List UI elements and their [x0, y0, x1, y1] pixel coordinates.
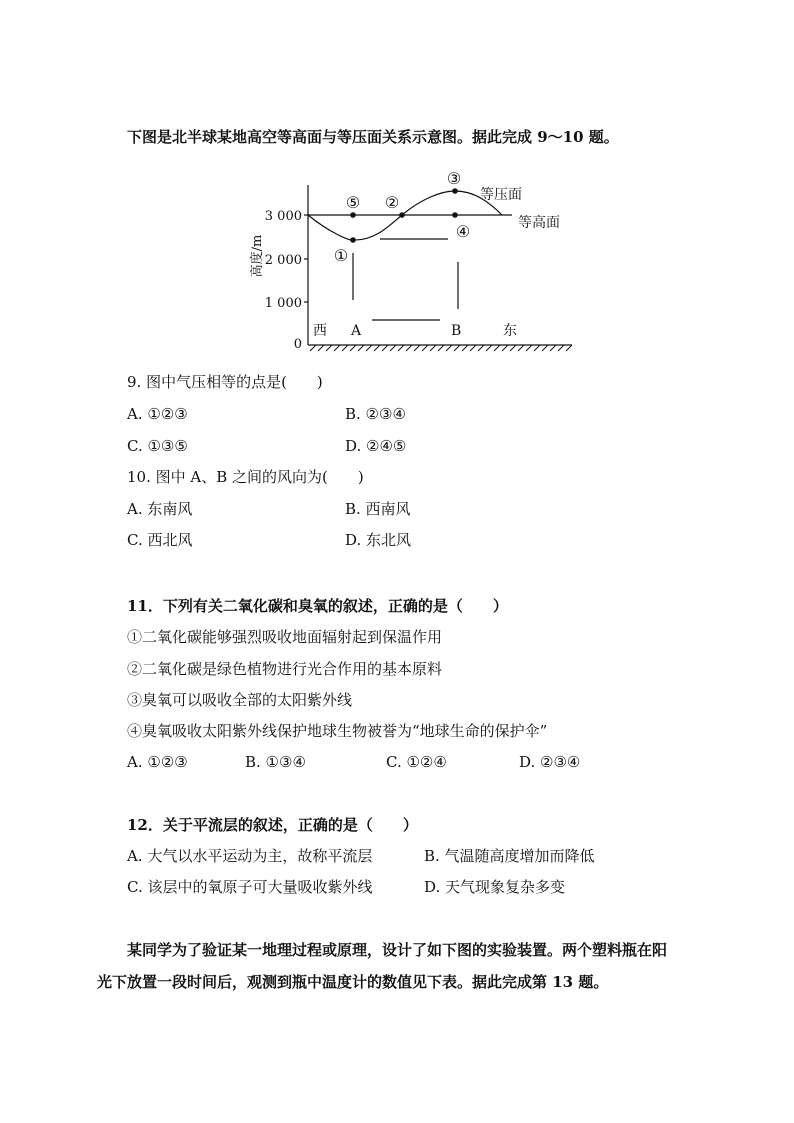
question-12-option-b: B. 气温随高度增加而降低	[424, 847, 595, 865]
point-b-label: B	[451, 323, 462, 339]
isobaric-surface-label: 等压面	[480, 187, 522, 203]
west-label: 西	[313, 323, 327, 339]
marker-1-label: ①	[333, 246, 349, 265]
question-11-option-c: C. ①②④	[386, 753, 447, 771]
question-12-option-a: A. 大气以水平运动为主，故称平流层	[127, 847, 373, 865]
intro-text: 下图是北半球某地高空等高面与等压面关系示意图。据此完成 9～10 题。	[127, 128, 619, 146]
tick-label-1000: 1 000	[264, 296, 302, 311]
tick-label-0: 0	[293, 337, 302, 352]
question-9-stem: 9. 图中气压相等的点是( )	[127, 373, 323, 391]
question-9-option-d: D. ②④⑤	[345, 437, 407, 455]
question-9-option-c: C. ①③⑤	[127, 437, 188, 455]
isobaric-surface-diagram	[240, 165, 590, 360]
question-11-statement-4: ④臭氧吸收太阳紫外线保护地球生物被誉为“地球生命的保护伞”	[127, 722, 548, 740]
question-11-option-a: A. ①②③	[127, 753, 188, 771]
dot-marker-2	[399, 212, 405, 218]
question-11-statement-1: ①二氧化碳能够强烈吸收地面辐射起到保温作用	[127, 628, 443, 646]
question-11-option-b: B. ①③④	[245, 753, 306, 771]
marker-2-label: ②	[384, 193, 400, 212]
east-label: 东	[503, 323, 517, 339]
marker-4-label: ④	[455, 222, 471, 241]
question-12-option-d: D. 天气现象复杂多变	[424, 878, 566, 896]
tick-label-2000: 2 000	[264, 253, 302, 268]
question-11-statement-3: ③臭氧可以吸收全部的太阳紫外线	[127, 691, 353, 709]
passage-line-1: 某同学为了验证某一地理过程或原理，设计了如下图的实验装置。两个塑料瓶在阳	[127, 941, 668, 959]
marker-5-label: ⑤	[345, 193, 361, 212]
marker-3-label: ③	[446, 169, 462, 188]
question-10-option-d: D. 东北风	[345, 531, 412, 549]
question-11-option-d: D. ②③④	[519, 753, 581, 771]
question-10-stem: 10. 图中 A、B 之间的风向为( )	[127, 468, 364, 486]
question-11-statement-2: ②二氧化碳是绿色植物进行光合作用的基本原料	[127, 660, 443, 678]
question-10-option-b: B. 西南风	[345, 500, 411, 518]
dot-marker-5	[350, 212, 356, 218]
question-10-option-a: A. 东南风	[127, 500, 193, 518]
contour-surface-label: 等高面	[518, 215, 560, 231]
question-9-option-b: B. ②③④	[345, 405, 406, 423]
tick-label-3000: 3 000	[264, 209, 302, 224]
point-a-label: A	[351, 323, 362, 339]
dot-marker-4	[452, 212, 458, 218]
dot-marker-1	[350, 237, 356, 243]
question-12-stem: 12．关于平流层的叙述，正确的是（ ）	[127, 816, 418, 834]
question-11-stem: 11．下列有关二氧化碳和臭氧的叙述，正确的是（ ）	[127, 597, 508, 615]
dot-marker-3	[452, 188, 458, 194]
question-10-option-c: C. 西北风	[127, 531, 193, 549]
question-9-option-a: A. ①②③	[127, 405, 188, 423]
question-12-option-c: C. 该层中的氧原子可大量吸收紫外线	[127, 878, 373, 896]
passage-line-2: 光下放置一段时间后，观测到瓶中温度计的数值见下表。据此完成第 13 题。	[97, 973, 609, 991]
y-axis-label: 高度/m	[250, 234, 265, 278]
